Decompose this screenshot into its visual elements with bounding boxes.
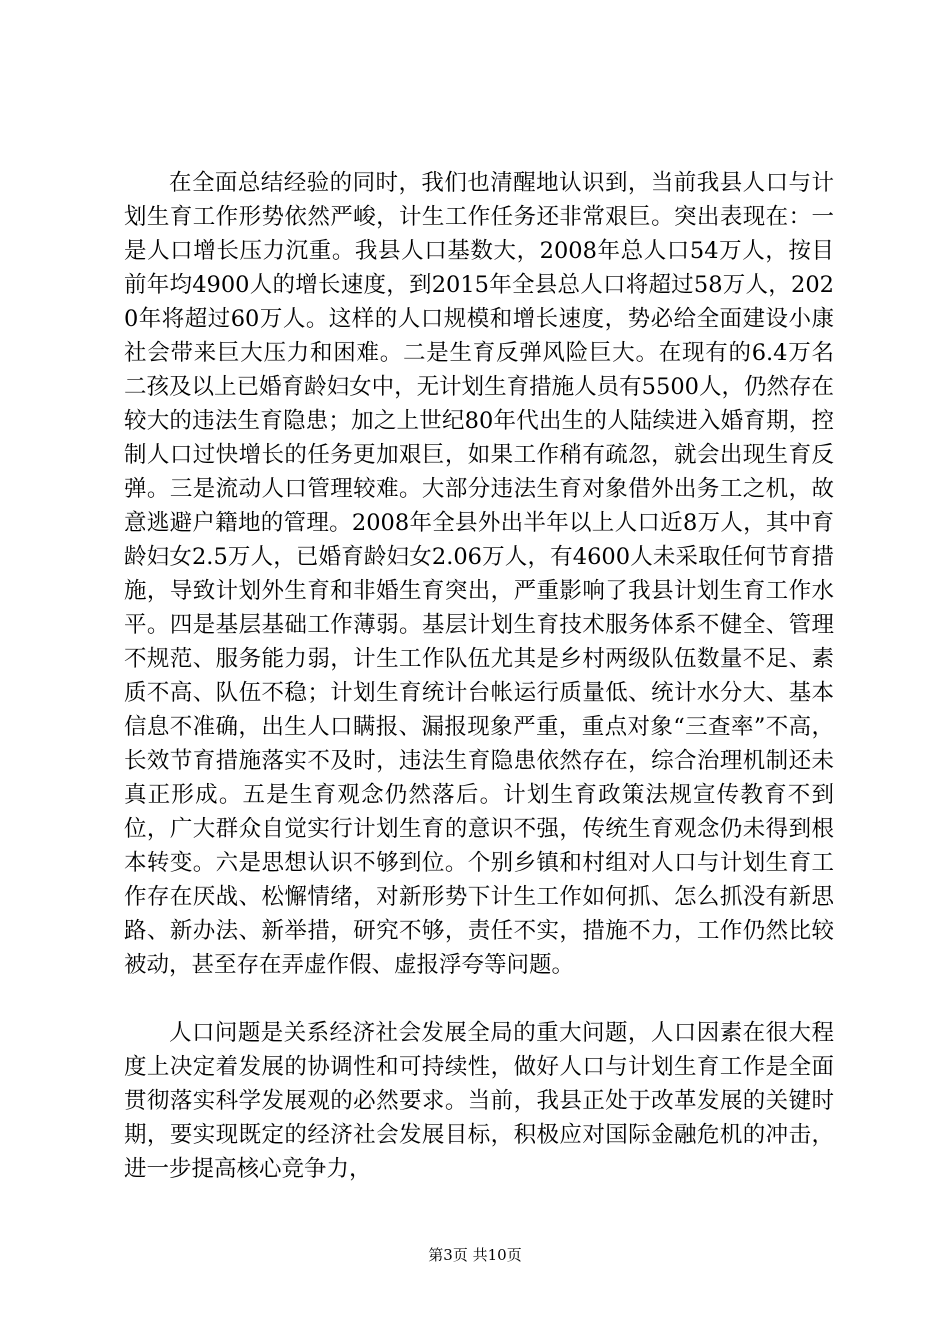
paragraph-1: 在全面总结经验的同时，我们也清醒地认识到，当前我县人口与计划生育工作形势依然严峻，计生工作任务还非常艰巨。突出表现在：一是人口增长压力沉重。我县人口基数大，2008年总人口54万人，按目前年均4900人的增长速度，到2015年全县总人口将超过58万人，2020年将超过60万人。这样的人口规模和增长速度，势必给全面建设小康社会带来巨大压力和困难。二是生育反弹风险巨大。在现有的6.4万名二孩及以上已婚育龄妇女中，无计划生育措施人员有5500人，仍然存在较大的违法生育隐患；加之上世纪80年代出生的人陆续进入婚育期，控制人口过快增长的任务更加艰巨，如果工作稍有疏忽，就会出现生育反弹。三是流动人口管理较难。大部分违法生育对象借外出务工之机，故意逃避户籍地的管理。2008年全县外出半年以上人口近8万人，其中育龄妇女2.5万人，已婚育龄妇女2.06万人，有4600人未采取任何节育措施，导致计划外生育和非婚生育突出，严重影响了我县计划生育工作水平。四是基层基础工作薄弱。基层计划生育技术服务体系不健全、管理不规范、服务能力弱，计生工作队伍尤其是乡村两级队伍数量不足、素质不高、队伍不稳；计划生育统计台帐运行质量低、统计水分大、基本信息不准确，出生人口瞒报、漏报现象严重，重点对象“三查率”不高，长效节育措施落实不及时，违法生育隐患依然存在，综合治理机制还未真正形成。五是生育观念仍然落后。计划生育政策法规宣传教育不到位，广大群众自觉实行计划生育的意识不强，传统生育观念仍未得到根本转变。六是思想认识不够到位。个别乡镇和村组对人口与计划生育工作存在厌战、松懈情绪，对新形势下计生工作如何抓、怎么抓没有新思路、新办法、新举措，研究不够，责任不实，措施不力，工作仍然比较被动，甚至存在弄虚作假、虚报浮夸等问题。 xyxy=(124,170,834,978)
page-footer: 第3页 共10页 xyxy=(428,1246,522,1264)
paragraph-2: 人口问题是关系经济社会发展全局的重大问题，人口因素在很大程度上决定着发展的协调性和可持续性，做好人口与计划生育工作是全面贯彻落实科学发展观的必然要求。当前，我县正处于改革发展的关键时期，要实现既定的经济社会发展目标，积极应对国际金融危机的冲击，进一步提高核心竞争力， xyxy=(124,1020,834,1182)
document-body xyxy=(124,166,834,1186)
